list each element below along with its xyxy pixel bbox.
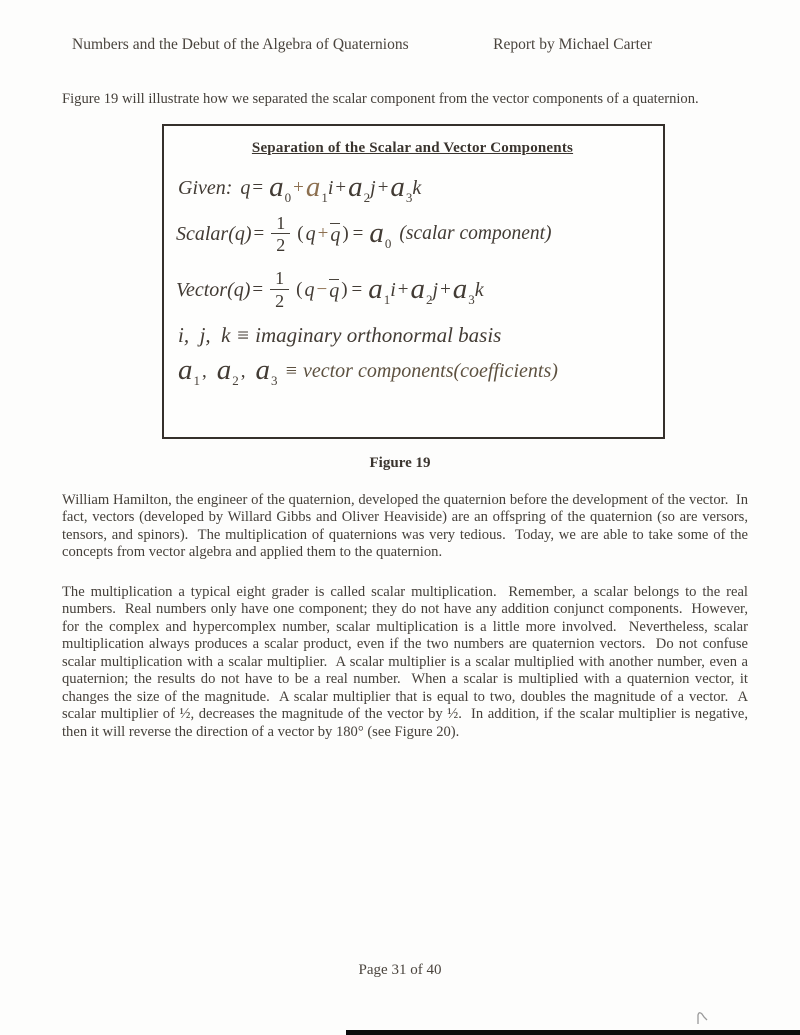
formula-coefficients-definition <box>178 356 649 387</box>
scalar-label: Scalar(q) <box>176 222 252 245</box>
basis-k: k <box>474 278 484 301</box>
figure-19-box <box>162 124 665 439</box>
formula-given <box>178 170 649 205</box>
scan-pen-mark <box>696 1010 716 1031</box>
basis-definition-text: i, j, k ≡ imaginary orthonormal basis <box>178 323 502 348</box>
minus-sign: − <box>316 279 328 301</box>
plus-sign: + <box>293 177 304 198</box>
q-symbol: q <box>305 222 316 245</box>
vector-label: Vector(q) <box>176 278 251 301</box>
body-paragraph-2: The multiplication a typical eight grader is called scalar multiplication. Remember, a scalar belongs to the real numbers. Real numbers only have one component; they do not have any addition conjunct components. However, for the complex and hypercomplex number, scalar multiplication is a little more involved. Nevertheless, scalar multiplication always produces a scalar product, even if the two numbers are quaternion vectors. Do not confuse scalar multiplication with a scalar multiplier. A scalar multiplier is a scalar multiplied with another number, even a quaternion; the results do not have to be a real number. When a scalar is multiplied with a quaternion vector, it changes the size of the magnitude. A scalar multiplier that is equal to two, doubles the magnitude of a vector. A scalar multiplier of ½, decreases the magnitude of the vector by ½. In addition, if the scalar multiplier is negative, then it will reverse the direction of a vector by 180° (see Figure 20). <box>62 583 752 740</box>
document-title: Numbers and the Debut of the Algebra of Quaternions <box>72 36 409 53</box>
coefficient-a1: $a_1$ <box>368 272 391 307</box>
close-paren: ) <box>342 223 349 245</box>
q-conjugate: q <box>329 280 340 303</box>
coefficient-a1: $a_1$ <box>178 354 200 389</box>
formula-basis-definition <box>178 323 649 348</box>
formula-scalar <box>176 214 649 256</box>
coefficient-a2: $a_2$ <box>216 354 239 389</box>
comma: , <box>240 360 246 382</box>
plus-sign: + <box>317 223 329 245</box>
coefficient-a1: $a_1$ <box>305 170 328 205</box>
intro-paragraph: Figure 19 will illustrate how we separated the scalar component from the vector components of a quaternion. <box>62 91 699 107</box>
one-half-fraction: $\frac{1}{2}$ <box>270 269 289 311</box>
coefficient-a3: $a_3$ <box>452 272 475 307</box>
plus-sign: + <box>335 177 347 198</box>
page-number: Page 31 of 40 <box>358 962 442 978</box>
equals-sign: = <box>252 279 264 301</box>
coefficient-a2: $a_2$ <box>410 272 433 307</box>
scalar-component-note: (scalar component) <box>399 223 552 245</box>
equals-sign: = <box>352 223 364 245</box>
coefficient-a3: $a_3$ <box>255 354 278 389</box>
scan-edge-artifact <box>346 1030 800 1035</box>
basis-i: i <box>390 278 396 301</box>
q-conjugate: q <box>330 224 341 247</box>
open-paren: ( <box>297 223 304 245</box>
author-credit: Report by Michael Carter <box>493 36 652 53</box>
basis-j: j <box>432 278 439 301</box>
q-symbol: q <box>240 176 251 199</box>
close-paren: ) <box>341 279 348 301</box>
given-label: Given: <box>178 176 233 199</box>
q-symbol: q <box>304 278 315 301</box>
plus-sign: + <box>377 177 389 198</box>
coefficient-a3: $a_3$ <box>390 170 413 205</box>
basis-j: j <box>370 176 376 199</box>
one-half-fraction: $\frac{1}{2}$ <box>271 214 290 256</box>
figure-box-title: Separation of the Scalar and Vector Components <box>251 139 574 156</box>
plus-sign: + <box>440 279 451 301</box>
coefficients-definition-text: ≡ vector components(coefficients) <box>284 360 558 383</box>
coefficient-a0: $a_0$ <box>269 170 292 205</box>
plus-sign: + <box>397 279 409 301</box>
open-paren: ( <box>296 279 303 301</box>
comma: , <box>202 360 207 382</box>
basis-k: k <box>412 176 422 199</box>
equals-sign: = <box>351 279 363 301</box>
figure-caption: Figure 19 <box>369 454 431 471</box>
page-header <box>0 0 800 54</box>
body-paragraph-1: William Hamilton, the engineer of the quaternion, developed the quaternion before the development of the vector. In fact, vectors (developed by Willard Gibbs and Oliver Heaviside) are an offspring of the quaternion (so are versors, tensors, and spinors). The multiplication of quaternions was very tedious. Today, we are able to take some of the concepts from vector algebra and applied them to the quaternion. <box>62 491 752 560</box>
basis-i: i <box>327 176 334 199</box>
formula-vector <box>176 269 649 311</box>
equals-sign: = <box>252 177 264 198</box>
coefficient-a2: $a_2$ <box>348 170 371 205</box>
coefficient-a0: $a_0$ <box>369 216 392 251</box>
equals-sign: = <box>253 223 265 245</box>
